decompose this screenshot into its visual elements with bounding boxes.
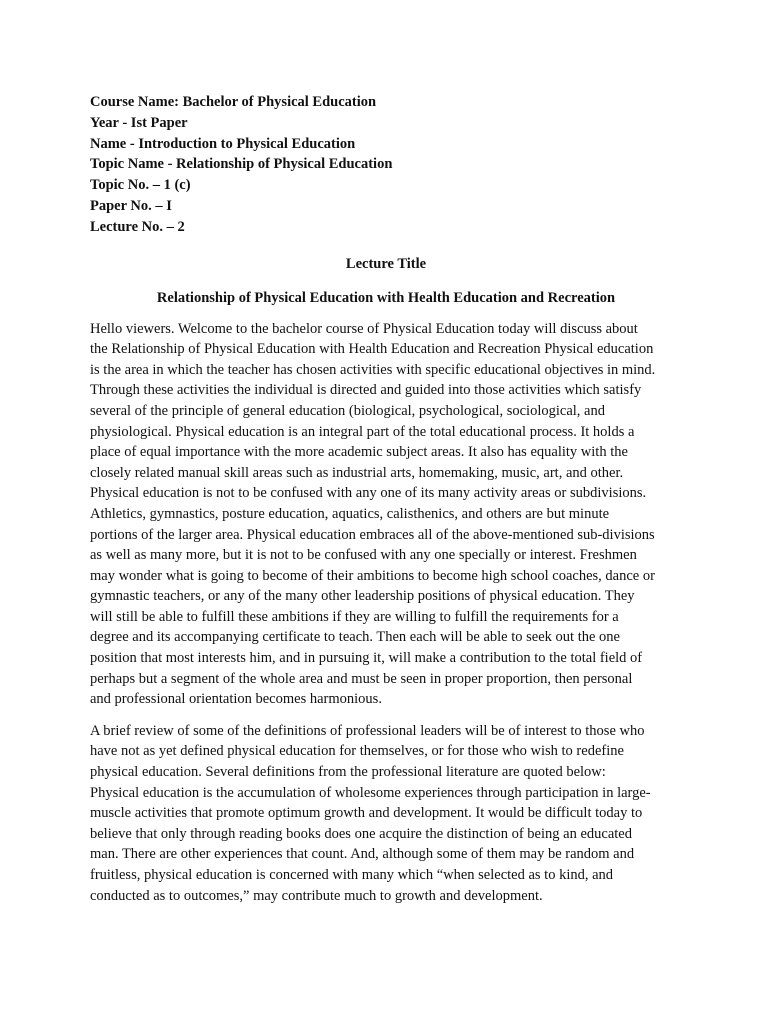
paragraph-line: believe that only through reading books does one acquire the distinction of being an educated	[90, 825, 632, 842]
paragraph-line: have not as yet defined physical education for themselves, or for those who wish to redefine	[90, 743, 624, 760]
paragraph-line: Athletics, gymnastics, posture education, aquatics, calisthenics, and others are but minute	[90, 505, 610, 522]
course-info-block	[90, 92, 682, 238]
year-line: Year - Ist Paper	[90, 114, 188, 131]
paragraph-line: the Relationship of Physical Education with Health Education and Recreation Physical education	[90, 341, 654, 358]
paragraph-line: man. There are other experiences that count. And, although some of them may be random and	[90, 846, 635, 863]
paragraph-line: may wonder what is going to become of their ambitions to become high school coaches, dance or	[90, 567, 655, 584]
paragraph-line: gymnastic teachers, or any of the many other leadership positions of physical education. They	[90, 588, 635, 605]
course-name: Course Name: Bachelor of Physical Education	[90, 94, 377, 110]
paragraph-line: conducted as to outcomes,” may contribute much to growth and development.	[90, 887, 543, 904]
document-title: Relationship of Physical Education with Health Education and Recreation	[156, 289, 616, 306]
lecture-number: Lecture No. – 2	[90, 218, 185, 235]
paragraph-2	[90, 721, 682, 906]
paragraph-line: portions of the larger area. Physical education embraces all of the above-mentioned sub-divisions	[90, 526, 655, 543]
paragraph-line: perhaps but a segment of the whole area and must be seen in proper proportion, then personal	[90, 670, 633, 687]
paragraph-line: as well as many more, but it is not to be confused with any one specially or interest. Freshmen	[90, 547, 637, 564]
paragraph-line: Physical education is not to be confused with any one of its many activity areas or subdivisions.	[90, 485, 647, 502]
paragraph-line: and professional orientation becomes harmonious.	[90, 691, 382, 708]
paragraph-line: position that most interests him, and in pursuing it, will make a contribution to the total field of	[90, 650, 643, 667]
paragraph-line: Through these activities the individual is directed and guided into those activities which satisfy	[90, 382, 642, 399]
paragraph-line: A brief review of some of the definitions of professional leaders will be of interest to those who	[90, 722, 645, 739]
lecture-title-label: Lecture Title	[345, 255, 427, 272]
paragraph-line: muscle activities that promote optimum growth and development. It would be difficult today to	[90, 805, 643, 822]
paragraph-line: place of equal importance with the more academic subject areas. It also has equality with the	[90, 444, 628, 461]
paragraph-line: several of the principle of general education (biological, psychological, sociological, and	[90, 402, 605, 419]
paragraph-line: will still be able to fulfill these ambitions if they are willing to fulfill the requirements for a	[90, 608, 619, 625]
paragraph-line: physical education. Several definitions from the professional literature are quoted below:	[90, 764, 606, 781]
topic-number: Topic No. – 1 (c)	[90, 177, 191, 194]
paper-number: Paper No. – I	[90, 197, 172, 214]
paragraph-line: degree and its accompanying certificate to teach. Then each will be able to seek out the one	[90, 629, 620, 646]
paragraph-line: is the area in which the teacher has chosen activities with specific educational objectives in mind.	[90, 361, 656, 378]
document-page	[90, 92, 682, 906]
topic-name: Topic Name - Relationship of Physical Education	[90, 156, 393, 173]
paper-name: Name - Introduction to Physical Education	[90, 135, 356, 152]
paragraph-line: Hello viewers. Welcome to the bachelor course of Physical Education today will discuss about	[90, 320, 638, 337]
paragraph-line: physiological. Physical education is an integral part of the total educational process. It holds a	[90, 423, 635, 440]
paragraph-line: Physical education is the accumulation of wholesome experiences through participation in large-	[90, 784, 651, 801]
paragraph-line: closely related manual skill areas such as industrial arts, homemaking, music, art, and other.	[90, 464, 624, 481]
paragraph-1	[90, 319, 682, 710]
paragraph-line: fruitless, physical education is concerned with many which “when selected as to kind, and	[90, 867, 614, 884]
